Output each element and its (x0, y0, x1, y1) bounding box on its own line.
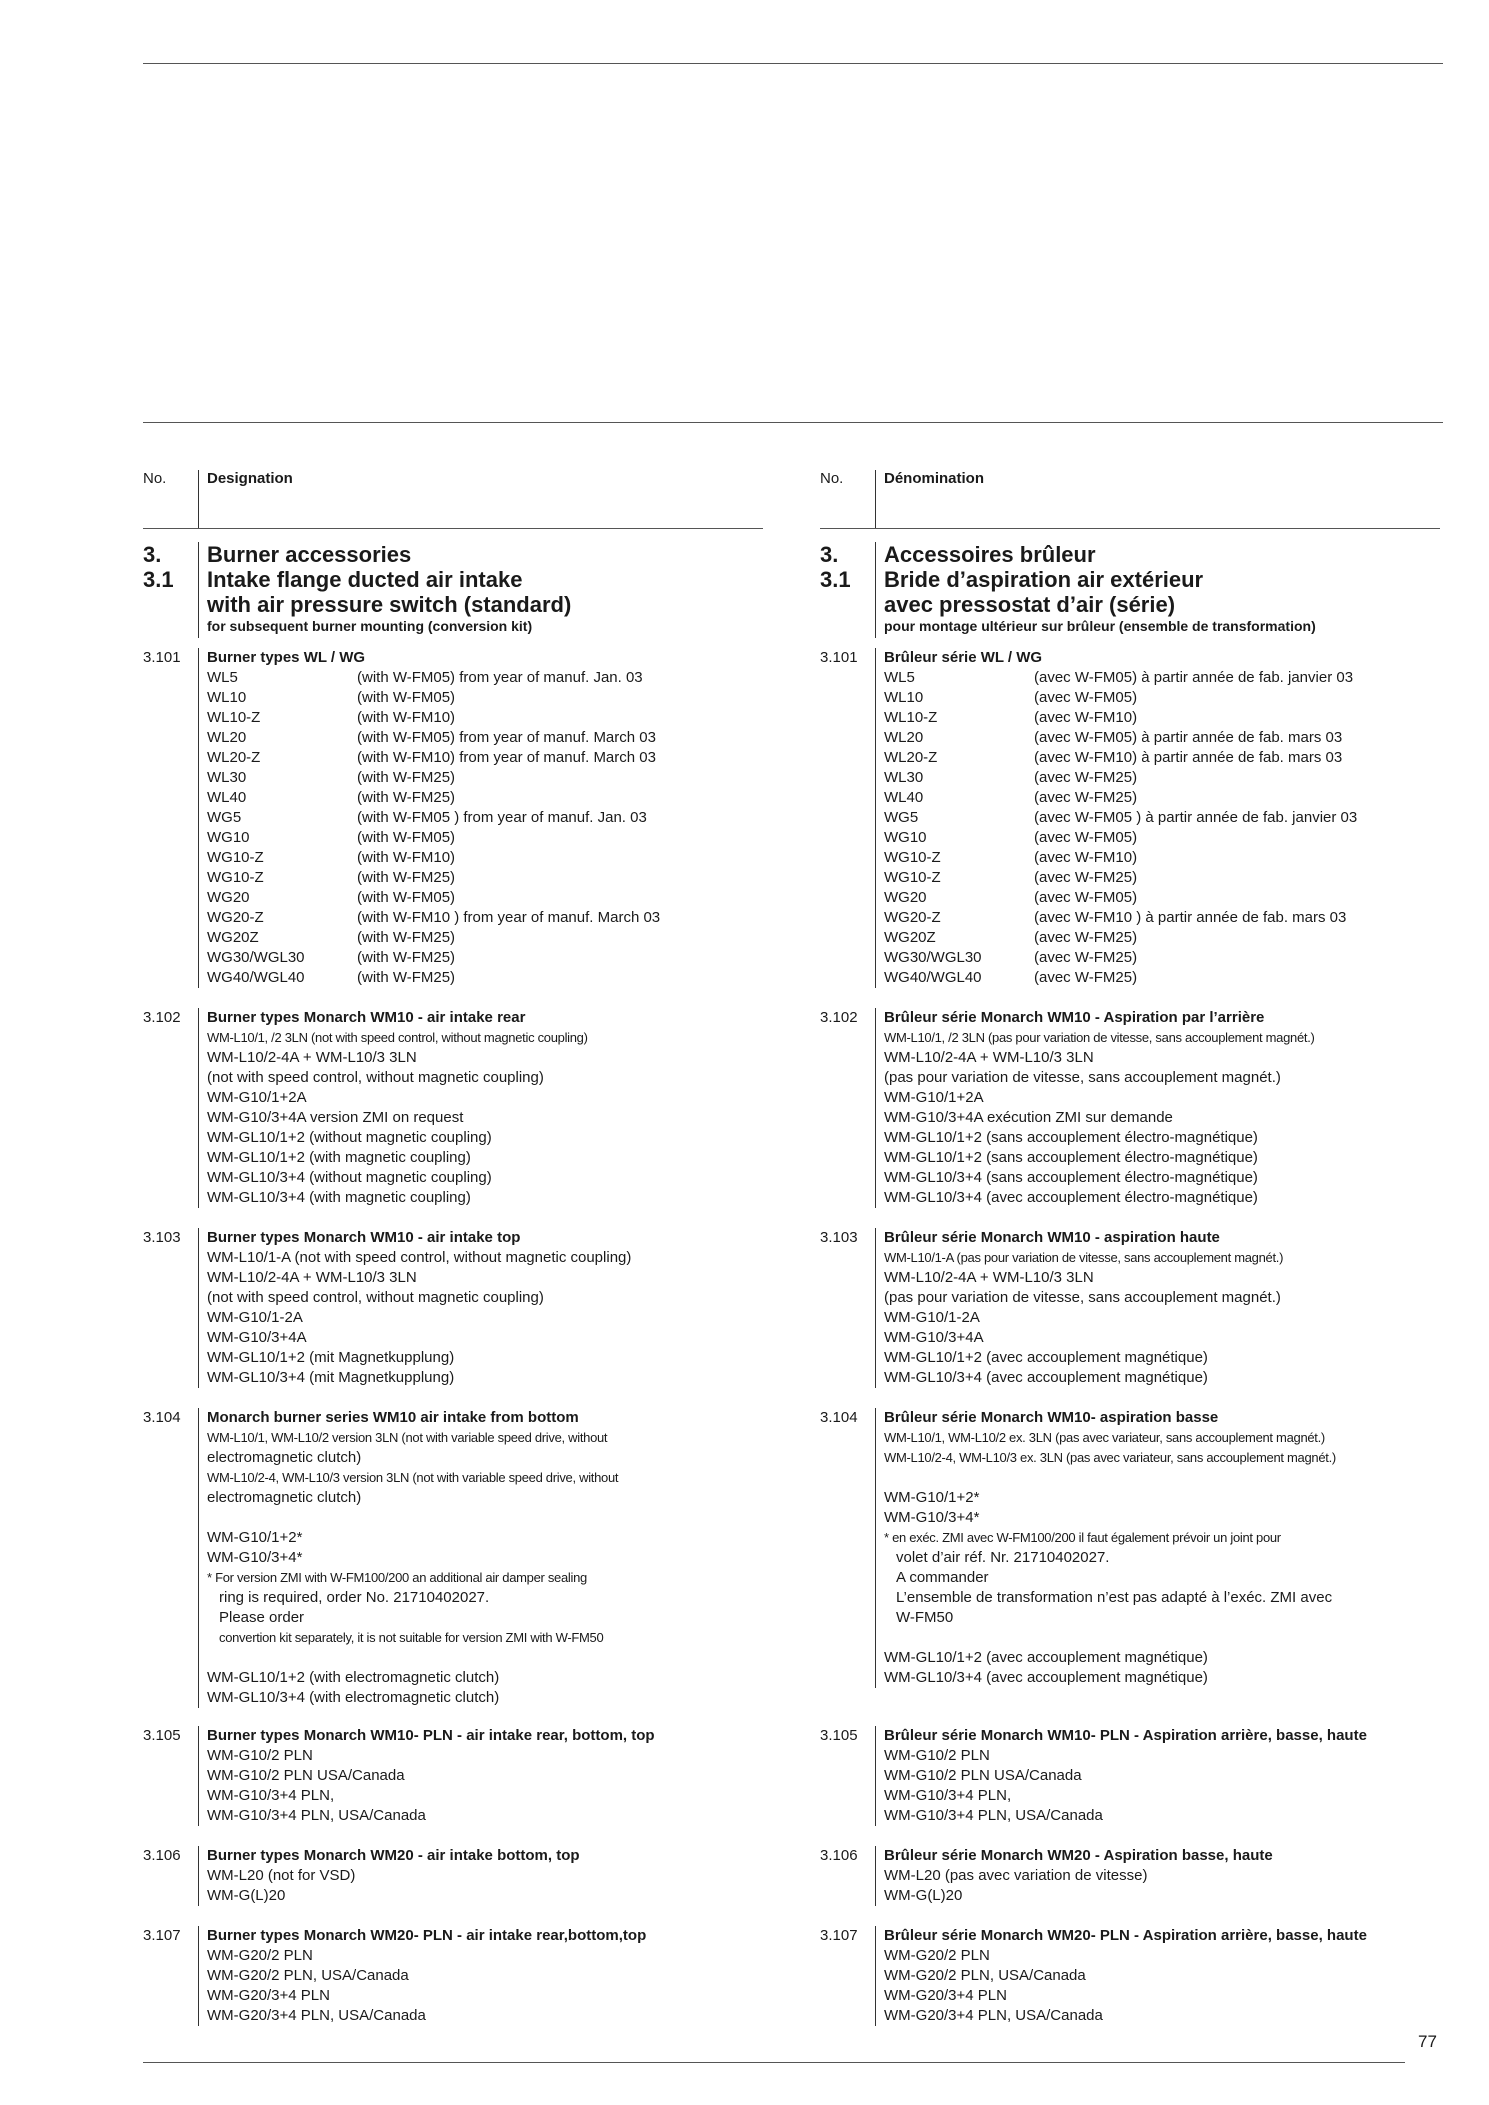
model-name: WG10-Z (884, 849, 941, 866)
section-3-102 (143, 1008, 847, 1208)
text-line: WM-G10/3+4 PLN, (207, 1787, 335, 1804)
text-line: WM-GL10/3+4 (mit Magnetkupplung) (207, 1369, 455, 1386)
model-row (884, 948, 1357, 968)
model-name: WL10-Z (884, 709, 938, 726)
table-header (143, 470, 763, 530)
text-line: WM-G20/3+4 PLN, USA/Canada (884, 2007, 1103, 2024)
text-line: WM-G10/1+2A (207, 1089, 307, 1106)
section-title: Brûleur série Monarch WM10- PLN - Aspiration arrière, basse, haute (884, 1727, 1367, 1744)
section-title: Brûleur série Monarch WM20 - Aspiration basse, haute (884, 1847, 1273, 1864)
model-note: (with W-FM05) from year of manuf. Jan. 03 (357, 669, 643, 686)
section-number: 3.107 (143, 1927, 181, 1944)
text-line: WM-G10/1+2A (884, 1089, 984, 1106)
subchapter-title-line: Bride d’aspiration air extérieur (884, 567, 1204, 592)
header-divider (198, 470, 199, 528)
model-row (884, 788, 1357, 808)
text-line: WM-G10/1-2A (884, 1309, 980, 1326)
model-note: (avec W-FM10) (1034, 709, 1138, 726)
model-name: WG20-Z (884, 909, 941, 926)
model-row (207, 728, 660, 748)
text-line: WM-G10/3+4A (207, 1329, 307, 1346)
model-row (884, 908, 1357, 928)
model-note: (avec W-FM05) (1034, 689, 1138, 706)
subchapter-title-line: avec pressostat d’air (série) (884, 592, 1176, 617)
model-name: WL20-Z (207, 749, 261, 766)
model-name: WL20 (207, 729, 247, 746)
model-row (207, 948, 660, 968)
model-note: (with W-FM05) (357, 829, 456, 846)
model-row (884, 968, 1357, 988)
text-line: WM-GL10/3+4 (with magnetic coupling) (207, 1189, 471, 1206)
section-3-104 (820, 1408, 1489, 1688)
text-line: (not with speed control, without magnetic coupling) (207, 1069, 544, 1086)
text-line: ring is required, order No. 21710402027. (219, 1589, 490, 1606)
section-divider (198, 648, 199, 988)
text-line: WM-L10/2-4A + WM-L10/3 3LN (884, 1269, 1094, 1286)
model-row (207, 828, 660, 848)
section-3-106 (820, 1846, 1489, 1906)
section-divider (875, 1408, 876, 1688)
text-line: WM-G10/2 PLN USA/Canada (207, 1767, 405, 1784)
model-note: (with W-FM10) (357, 709, 456, 726)
text-line: WM-G20/3+4 PLN (207, 1987, 330, 2004)
model-name: WL20 (884, 729, 924, 746)
text-line: WM-G10/3+4A (884, 1329, 984, 1346)
model-row (207, 928, 660, 948)
model-note: (with W-FM05) (357, 689, 456, 706)
text-line: WM-L10/2-4A + WM-L10/3 3LN (207, 1049, 417, 1066)
model-name: WG5 (884, 809, 919, 826)
model-name: WG10-Z (207, 849, 264, 866)
model-note: (avec W-FM25) (1034, 769, 1138, 786)
section-divider (198, 1408, 199, 1708)
model-name: WG10 (207, 829, 250, 846)
section-number: 3.102 (143, 1009, 181, 1026)
text-line: WM-GL10/3+4 (with electromagnetic clutch) (207, 1689, 500, 1706)
model-row (207, 868, 660, 888)
model-note: (avec W-FM05) à partir année de fab. janvier 03 (1034, 669, 1354, 686)
model-name: WL5 (884, 669, 915, 686)
model-name: WG10-Z (207, 869, 264, 886)
model-row (884, 748, 1357, 768)
subchapter-number: 3.1 (820, 567, 851, 592)
subchapter-title-line: with air pressure switch (standard) (207, 592, 572, 617)
text-line: WM-G20/3+4 PLN, USA/Canada (207, 2007, 426, 2024)
model-note: (with W-FM10 ) from year of manuf. March 03 (357, 909, 661, 926)
text-line: WM-L10/1-A (pas pour variation de vitesse, sans accouplement magnét.) (884, 1250, 1284, 1265)
section-number: 3.106 (143, 1847, 181, 1864)
model-name: WL10-Z (207, 709, 261, 726)
model-note: (avec W-FM05) (1034, 889, 1138, 906)
model-row (884, 688, 1357, 708)
section-divider (198, 1228, 199, 1388)
model-note: (with W-FM25) (357, 789, 456, 806)
text-line: convertion kit separately, it is not suitable for version ZMI with W-FM50 (219, 1630, 604, 1645)
text-line: WM-G20/2 PLN, USA/Canada (207, 1967, 409, 1984)
text-line: WM-G10/3+4 PLN, USA/Canada (207, 1807, 426, 1824)
text-line: WM-GL10/3+4 (without magnetic coupling) (207, 1169, 492, 1186)
text-line: WM-G20/2 PLN (207, 1947, 313, 1964)
text-line: WM-G20/2 PLN (884, 1947, 990, 1964)
text-line (884, 1468, 1489, 1488)
header-underline (143, 528, 763, 529)
model-name: WG5 (207, 809, 242, 826)
section-divider (198, 1926, 199, 2026)
header-no: No. (820, 470, 844, 487)
section-3-105 (820, 1726, 1489, 1826)
chapter-numbers (820, 542, 851, 592)
section-divider (875, 1926, 876, 2026)
section-title: Burner types Monarch WM10 - air intake rear (207, 1009, 526, 1026)
model-name: WG20Z (207, 929, 259, 946)
section-title: Burner types Monarch WM10- PLN - air intake rear, bottom, top (207, 1727, 655, 1744)
section-3-102 (820, 1008, 1489, 1208)
model-note: (avec W-FM10 ) à partir année de fab. mars 03 (1034, 909, 1347, 926)
section-number: 3.102 (820, 1009, 858, 1026)
chapter-number: 3. (143, 542, 162, 567)
text-line: W-FM50 (896, 1609, 954, 1626)
model-row (884, 888, 1357, 908)
text-line: WM-G10/3+4 PLN, (884, 1787, 1012, 1804)
model-row (207, 908, 660, 928)
model-row (884, 668, 1357, 688)
model-name: WG10 (884, 829, 927, 846)
text-line: WM-G10/1+2* (207, 1529, 303, 1546)
text-line: WM-G10/1-2A (207, 1309, 303, 1326)
model-name: WL5 (207, 669, 238, 686)
model-note: (avec W-FM05) (1034, 829, 1138, 846)
model-name: WG30/WGL30 (884, 949, 982, 966)
top-rule (143, 63, 1443, 64)
section-3-107 (143, 1926, 847, 2026)
section-3-104 (143, 1408, 847, 1708)
model-note: (with W-FM10) from year of manuf. March 03 (357, 749, 656, 766)
text-line: WM-G10/3+4A exécution ZMI sur demande (884, 1109, 1173, 1126)
model-name: WL30 (884, 769, 924, 786)
text-line: WM-L10/1, WM-L10/2 ex. 3LN (pas avec variateur, sans accouplement magnét.) (884, 1430, 1325, 1445)
model-note: (with W-FM25) (357, 969, 456, 986)
footer-rule (143, 2062, 1405, 2063)
text-line: L’ensemble de transformation n’est pas adapté à l’exéc. ZMI avec (896, 1589, 1333, 1606)
model-name: WL30 (207, 769, 247, 786)
model-row (207, 688, 660, 708)
text-line: WM-L20 (pas avec variation de vitesse) (884, 1867, 1148, 1884)
subchapter-number: 3.1 (143, 567, 174, 592)
header-designation: Dénomination (884, 470, 984, 487)
text-line (207, 1648, 847, 1668)
text-line: Please order (219, 1609, 305, 1626)
section-number: 3.105 (820, 1727, 858, 1744)
header-divider (875, 470, 876, 528)
text-line: WM-L10/1, WM-L10/2 version 3LN (not with variable speed drive, without (207, 1430, 608, 1445)
model-row (884, 728, 1357, 748)
model-row (884, 808, 1357, 828)
model-name: WL40 (884, 789, 924, 806)
model-name: WG20-Z (207, 909, 264, 926)
model-note: (avec W-FM25) (1034, 789, 1138, 806)
chapter-title: Accessoires brûleur (884, 542, 1096, 567)
section-title: Brûleur série WL / WG (884, 649, 1043, 666)
text-line: WM-G10/3+4A version ZMI on request (207, 1109, 464, 1126)
model-note: (avec W-FM25) (1034, 929, 1138, 946)
model-note: (with W-FM05) (357, 889, 456, 906)
model-row (207, 808, 660, 828)
model-note: (with W-FM25) (357, 869, 456, 886)
chapter-subtitle: for subsequent burner mounting (conversion kit) (207, 618, 533, 634)
model-name: WL10 (207, 689, 247, 706)
section-number: 3.107 (820, 1927, 858, 1944)
text-line: WM-GL10/1+2 (sans accouplement électro-magnétique) (884, 1129, 1258, 1146)
section-title: Brûleur série Monarch WM10 - aspiration haute (884, 1229, 1220, 1246)
text-line: WM-G10/1+2* (884, 1489, 980, 1506)
chapter-divider (198, 542, 199, 638)
model-name: WG10-Z (884, 869, 941, 886)
model-table (207, 668, 660, 988)
chapter-heading (820, 542, 1440, 635)
text-line: WM-G10/3+4* (884, 1509, 980, 1526)
text-line: WM-G(L)20 (207, 1887, 286, 1904)
model-row (207, 788, 660, 808)
text-line: WM-G10/2 PLN (207, 1747, 313, 1764)
model-name: WL20-Z (884, 749, 938, 766)
model-row (884, 848, 1357, 868)
text-line: WM-G20/3+4 PLN (884, 1987, 1007, 2004)
text-line: (pas pour variation de vitesse, sans accouplement magnét.) (884, 1289, 1281, 1306)
text-line: WM-GL10/3+4 (sans accouplement électro-magnétique) (884, 1169, 1258, 1186)
section-title: Burner types Monarch WM20 - air intake bottom, top (207, 1847, 580, 1864)
model-row (207, 848, 660, 868)
section-divider (875, 648, 876, 988)
text-line: WM-L10/2-4, WM-L10/3 version 3LN (not with variable speed drive, without (207, 1470, 619, 1485)
header-underline (820, 528, 1440, 529)
model-row (207, 888, 660, 908)
model-row (207, 708, 660, 728)
model-row (207, 748, 660, 768)
text-line: WM-GL10/1+2 (mit Magnetkupplung) (207, 1349, 455, 1366)
section-3-106 (143, 1846, 847, 1906)
text-line: WM-L10/1, /2 3LN (pas pour variation de vitesse, sans accouplement magnét.) (884, 1030, 1315, 1045)
model-note: (avec W-FM25) (1034, 969, 1138, 986)
table-top-rule (143, 422, 1443, 423)
section-divider (198, 1846, 199, 1906)
chapter-heading (143, 542, 763, 635)
section-title: Brûleur série Monarch WM10- aspiration basse (884, 1409, 1219, 1426)
text-line: electromagnetic clutch) (207, 1449, 362, 1466)
text-line: volet d’air réf. Nr. 21710402027. (896, 1549, 1110, 1566)
text-line: WM-G10/2 PLN (884, 1747, 990, 1764)
model-row (884, 928, 1357, 948)
section-number: 3.103 (143, 1229, 181, 1246)
page-number: 77 (1418, 2032, 1437, 2051)
text-line: WM-GL10/1+2 (avec accouplement magnétique) (884, 1349, 1208, 1366)
text-line: * en exéc. ZMI avec W-FM100/200 il faut également prévoir un joint pour (884, 1530, 1281, 1545)
model-name: WG40/WGL40 (207, 969, 305, 986)
section-3-101 (820, 648, 1489, 988)
text-line: WM-G10/2 PLN USA/Canada (884, 1767, 1082, 1784)
section-3-107 (820, 1926, 1489, 2026)
text-line: WM-L10/2-4A + WM-L10/3 3LN (884, 1049, 1094, 1066)
text-line: * For version ZMI with W-FM100/200 an additional air damper sealing (207, 1570, 587, 1585)
model-note: (avec W-FM25) (1034, 949, 1138, 966)
model-note: (avec W-FM25) (1034, 869, 1138, 886)
section-3-105 (143, 1726, 847, 1826)
chapter-numbers (143, 542, 174, 592)
column-french (820, 470, 1440, 2024)
text-line: WM-G10/3+4* (207, 1549, 303, 1566)
text-line: (not with speed control, without magnetic coupling) (207, 1289, 544, 1306)
model-name: WG20 (884, 889, 927, 906)
model-row (207, 968, 660, 988)
chapter-subtitle: pour montage ultérieur sur brûleur (ensemble de transformation) (884, 618, 1316, 634)
model-note: (with W-FM10) (357, 849, 456, 866)
section-divider (198, 1008, 199, 1208)
model-name: WG40/WGL40 (884, 969, 982, 986)
text-line: WM-GL10/1+2 (with magnetic coupling) (207, 1149, 471, 1166)
section-number: 3.104 (820, 1409, 858, 1426)
model-row (884, 708, 1357, 728)
subchapter-title-line: Intake flange ducted air intake (207, 567, 523, 592)
text-line: WM-L10/1, /2 3LN (not with speed control, without magnetic coupling) (207, 1030, 588, 1045)
model-name: WG20 (207, 889, 250, 906)
model-note: (avec W-FM05) à partir année de fab. mars 03 (1034, 729, 1343, 746)
column-english (143, 470, 763, 2024)
chapter-divider (875, 542, 876, 638)
section-3-103 (143, 1228, 847, 1388)
chapter-number: 3. (820, 542, 839, 567)
model-note: (avec W-FM10) (1034, 849, 1138, 866)
text-line (884, 1628, 1489, 1648)
text-line: WM-GL10/1+2 (without magnetic coupling) (207, 1129, 492, 1146)
section-divider (875, 1846, 876, 1906)
text-line: WM-GL10/3+4 (avec accouplement électro-magnétique) (884, 1189, 1258, 1206)
model-note: (avec W-FM10) à partir année de fab. mars 03 (1034, 749, 1343, 766)
model-row (884, 828, 1357, 848)
section-number: 3.105 (143, 1727, 181, 1744)
text-line: WM-G10/3+4 PLN, USA/Canada (884, 1807, 1103, 1824)
header-no: No. (143, 470, 167, 487)
section-number: 3.101 (143, 649, 181, 666)
header-designation: Designation (207, 470, 293, 487)
text-line: WM-L10/2-4A + WM-L10/3 3LN (207, 1269, 417, 1286)
model-row (207, 768, 660, 788)
model-row (207, 668, 660, 688)
section-divider (875, 1228, 876, 1388)
text-line: WM-L10/2-4, WM-L10/3 ex. 3LN (pas avec variateur, sans accouplement magnét.) (884, 1450, 1336, 1465)
section-title: Burner types Monarch WM10 - air intake top (207, 1229, 521, 1246)
text-line: WM-L10/1-A (not with speed control, without magnetic coupling) (207, 1249, 632, 1266)
model-row (884, 768, 1357, 788)
text-line: WM-L20 (not for VSD) (207, 1867, 356, 1884)
text-line: WM-GL10/1+2 (with electromagnetic clutch) (207, 1669, 500, 1686)
section-title: Brûleur série Monarch WM10 - Aspiration par l’arrière (884, 1009, 1265, 1026)
model-note: (avec W-FM05 ) à partir année de fab. janvier 03 (1034, 809, 1358, 826)
text-line: A commander (896, 1569, 989, 1586)
section-3-101 (143, 648, 847, 988)
section-number: 3.106 (820, 1847, 858, 1864)
table-header (820, 470, 1440, 530)
section-divider (875, 1726, 876, 1826)
model-name: WL10 (884, 689, 924, 706)
section-divider (875, 1008, 876, 1208)
text-line: electromagnetic clutch) (207, 1489, 362, 1506)
text-line: WM-GL10/3+4 (avec accouplement magnétique) (884, 1369, 1208, 1386)
model-name: WG30/WGL30 (207, 949, 305, 966)
section-number: 3.103 (820, 1229, 858, 1246)
model-table (884, 668, 1357, 988)
text-line: WM-G20/2 PLN, USA/Canada (884, 1967, 1086, 1984)
text-line: WM-GL10/1+2 (avec accouplement magnétique) (884, 1649, 1208, 1666)
section-divider (198, 1726, 199, 1826)
model-name: WL40 (207, 789, 247, 806)
section-number: 3.104 (143, 1409, 181, 1426)
model-note: (with W-FM25) (357, 769, 456, 786)
chapter-title: Burner accessories (207, 542, 412, 567)
model-note: (with W-FM05 ) from year of manuf. Jan. 03 (357, 809, 647, 826)
model-note: (with W-FM25) (357, 929, 456, 946)
text-line (207, 1508, 847, 1528)
section-title: Monarch burner series WM10 air intake from bottom (207, 1409, 579, 1426)
section-number: 3.101 (820, 649, 858, 666)
model-note: (with W-FM25) (357, 949, 456, 966)
model-note: (with W-FM05) from year of manuf. March 03 (357, 729, 656, 746)
text-line: (pas pour variation de vitesse, sans accouplement magnét.) (884, 1069, 1281, 1086)
text-line: WM-GL10/1+2 (sans accouplement électro-magnétique) (884, 1149, 1258, 1166)
model-row (884, 868, 1357, 888)
section-title: Burner types Monarch WM20- PLN - air intake rear,bottom,top (207, 1927, 647, 1944)
text-line: WM-GL10/3+4 (avec accouplement magnétique) (884, 1669, 1208, 1686)
section-title: Burner types WL / WG (207, 649, 366, 666)
section-3-103 (820, 1228, 1489, 1388)
model-name: WG20Z (884, 929, 936, 946)
section-title: Brûleur série Monarch WM20- PLN - Aspiration arrière, basse, haute (884, 1927, 1367, 1944)
text-line: WM-G(L)20 (884, 1887, 963, 1904)
